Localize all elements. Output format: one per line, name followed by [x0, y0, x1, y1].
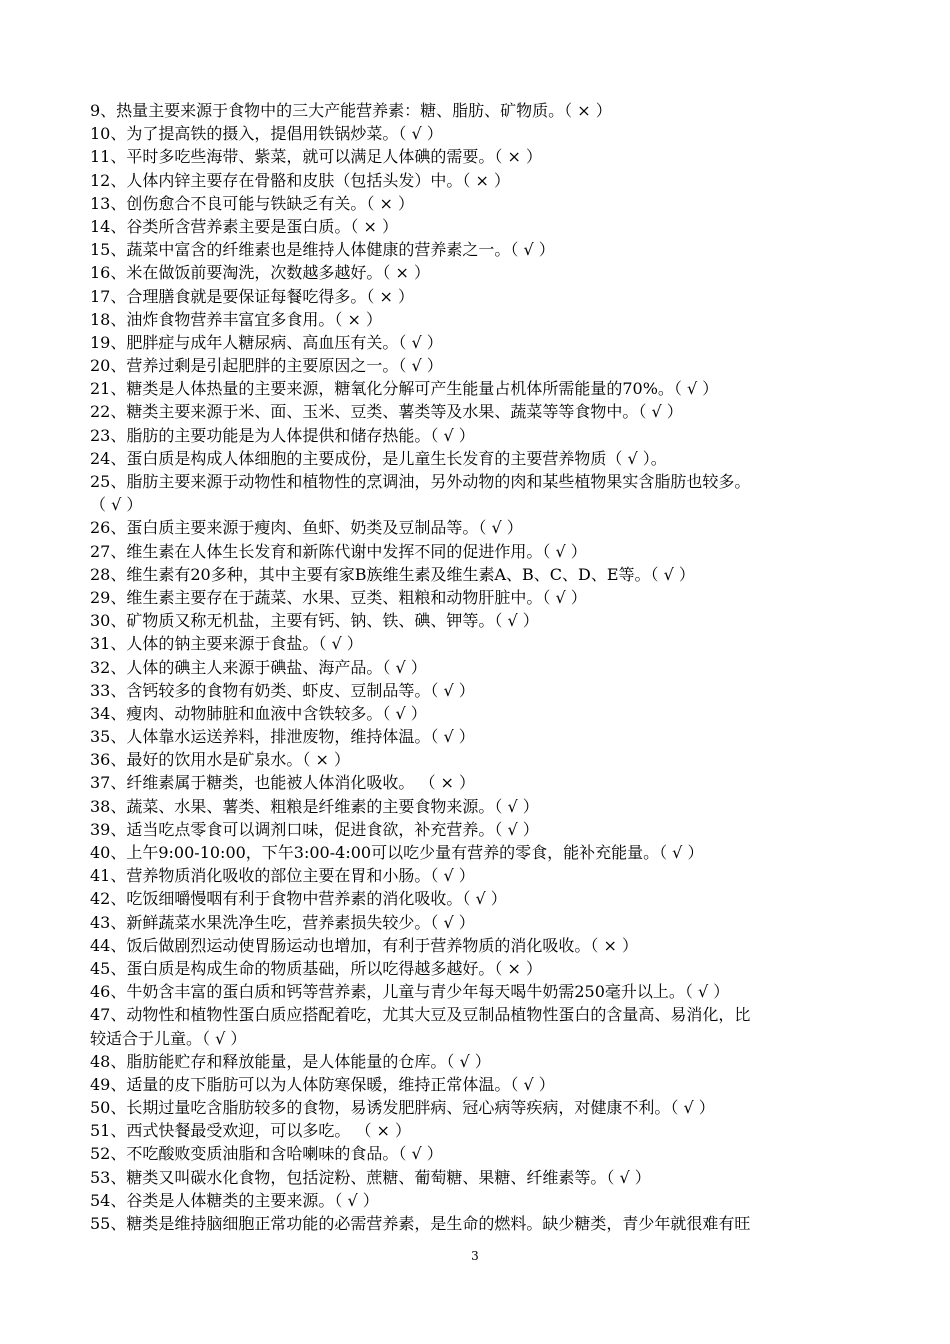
question-line: 54、谷类是人体糖类的主要来源。（ √ ） [90, 1190, 379, 1210]
question-line: 22、糖类主要来源于米、面、玉米、豆类、薯类等及水果、蔬菜等等食物中。（ √ ） [90, 402, 683, 422]
question-list [90, 99, 870, 1235]
question-line: 39、适当吃点零食可以调剂口味，促进食欲，补充营养。（ √ ） [90, 819, 539, 839]
question-line: 9、热量主要来源于食物中的三大产能营养素：糖、脂肪、矿物质。（ × ） [90, 101, 612, 120]
question-line: 45、蛋白质是构成生命的物质基础，所以吃得越多越好。（ × ） [90, 958, 542, 978]
question-line: 31、人体的钠主要来源于食盐。（ √ ） [90, 634, 363, 654]
question-line: 38、蔬菜、水果、薯类、粗粮是纤维素的主要食物来源。（ √ ） [90, 796, 539, 816]
question-line: 21、糖类是人体热量的主要来源，糖氧化分解可产生能量占机体所需能量的70%。（ √ ） [90, 379, 719, 399]
question-line: 14、谷类所含营养素主要是蛋白质。（ × ） [90, 216, 398, 236]
question-line: 44、饭后做剧烈运动使胃肠运动也增加，有利于营养物质的消化吸收。（ × ） [90, 935, 638, 955]
question-line: 11、平时多吃些海带、紫菜，就可以满足人体碘的需要。（ × ） [90, 147, 542, 167]
question-line: 53、糖类又叫碳水化食物，包括淀粉、蔗糖、葡萄糖、果糖、纤维素等。（ √ ） [90, 1167, 651, 1187]
question-line: 16、米在做饭前要淘洗，次数越多越好。（ × ） [90, 263, 430, 283]
question-line: 41、营养物质消化吸收的部位主要在胃和小肠。（ √ ） [90, 866, 475, 886]
question-line: 17、合理膳食就是要保证每餐吃得多。（ × ） [90, 286, 414, 306]
question-line: 35、人体靠水运送养料，排泄废物，维持体温。（ √ ） [90, 727, 475, 747]
question-line: 较适合于儿童。（ √ ） [90, 1028, 247, 1048]
question-line: 32、人体的碘主人来源于碘盐、海产品。（ √ ） [90, 657, 427, 677]
question-line: 55、糖类是维持脑细胞正常功能的必需营养素，是生命的燃料。缺少糖类，青少年就很难有旺 [90, 1214, 751, 1233]
question-line: 50、长期过量吃含脂肪较多的食物，易诱发肥胖病、冠心病等疾病，对健康不利。（ √ ） [90, 1098, 715, 1118]
question-line: （ √ ） [90, 495, 143, 515]
question-line: 26、蛋白质主要来源于瘦肉、鱼虾、奶类及豆制品等。（ √ ） [90, 518, 523, 538]
question-line: 25、脂肪主要来源于动物性和植物性的烹调油，另外动物的肉和某些植物果实含脂肪也较多。 [90, 472, 751, 491]
question-line: 42、吃饭细嚼慢咽有利于食物中营养素的消化吸收。（ √ ） [90, 889, 507, 909]
question-line: 10、为了提高铁的摄入，提倡用铁锅炒菜。（ √ ） [90, 124, 443, 144]
question-line: 40、上午9:00-10:00，下午3:00-4:00可以吃少量有营养的零食，能补充能量。（ √ ） [90, 843, 704, 862]
question-line: 23、脂肪的主要功能是为人体提供和储存热能。（ √ ） [90, 425, 475, 445]
question-line: 36、最好的饮用水是矿泉水。（ × ） [90, 750, 350, 770]
question-line: 37、纤维素属于糖类，也能被人体消化吸收。 （ × ） [90, 773, 476, 793]
question-line: 18、油炸食物营养丰富宜多食用。（ × ） [90, 309, 382, 329]
question-line: 27、维生素在人体生长发育和新陈代谢中发挥不同的促进作用。（ √ ） [90, 541, 587, 561]
question-line: 28、维生素有20多种，其中主要有家B族维生素及维生素A、B、C、D、E等。（ √ ） [90, 564, 695, 584]
question-line: 34、瘦肉、动物肺脏和血液中含铁较多。（ √ ） [90, 703, 427, 723]
question-line: 30、矿物质又称无机盐，主要有钙、钠、铁、碘、钾等。（ √ ） [90, 611, 539, 631]
question-line: 51、西式快餐最受欢迎，可以多吃。 （ × ） [90, 1121, 412, 1141]
question-line: 49、适量的皮下脂肪可以为人体防寒保暖，维持正常体温。（ √ ） [90, 1074, 555, 1094]
question-line: 29、维生素主要存在于蔬菜、水果、豆类、粗粮和动物肝脏中。（ √ ） [90, 587, 587, 607]
page-number: 3 [471, 1249, 479, 1263]
question-line: 47、动物性和植物性蛋白质应搭配着吃，尤其大豆及豆制品植物性蛋白的含量高、易消化，比 [90, 1005, 751, 1025]
question-line: 24、蛋白质是构成人体细胞的主要成份，是儿童生长发育的主要营养物质（ √ ）。 [90, 448, 667, 468]
question-line: 15、蔬菜中富含的纤维素也是维持人体健康的营养素之一。（ √ ） [90, 240, 555, 260]
question-line: 43、新鲜蔬菜水果洗净生吃，营养素损失较少。（ √ ） [90, 912, 475, 932]
question-line: 33、含钙较多的食物有奶类、虾皮、豆制品等。（ √ ） [90, 680, 475, 700]
question-line: 13、创伤愈合不良可能与铁缺乏有关。（ × ） [90, 193, 414, 213]
question-line: 19、肥胖症与成年人糖尿病、高血压有关。（ √ ） [90, 332, 443, 352]
question-line: 48、脂肪能贮存和释放能量，是人体能量的仓库。（ √ ） [90, 1051, 491, 1071]
question-line: 12、人体内锌主要存在骨骼和皮肤（包括头发）中。（ × ） [90, 170, 510, 190]
question-line: 20、营养过剩是引起肥胖的主要原因之一。（ √ ） [90, 356, 443, 376]
question-line: 52、不吃酸败变质油脂和含哈喇味的食品。（ √ ） [90, 1144, 443, 1164]
question-line: 46、牛奶含丰富的蛋白质和钙等营养素，儿童与青少年每天喝牛奶需250毫升以上。（ √ ） [90, 982, 730, 1002]
